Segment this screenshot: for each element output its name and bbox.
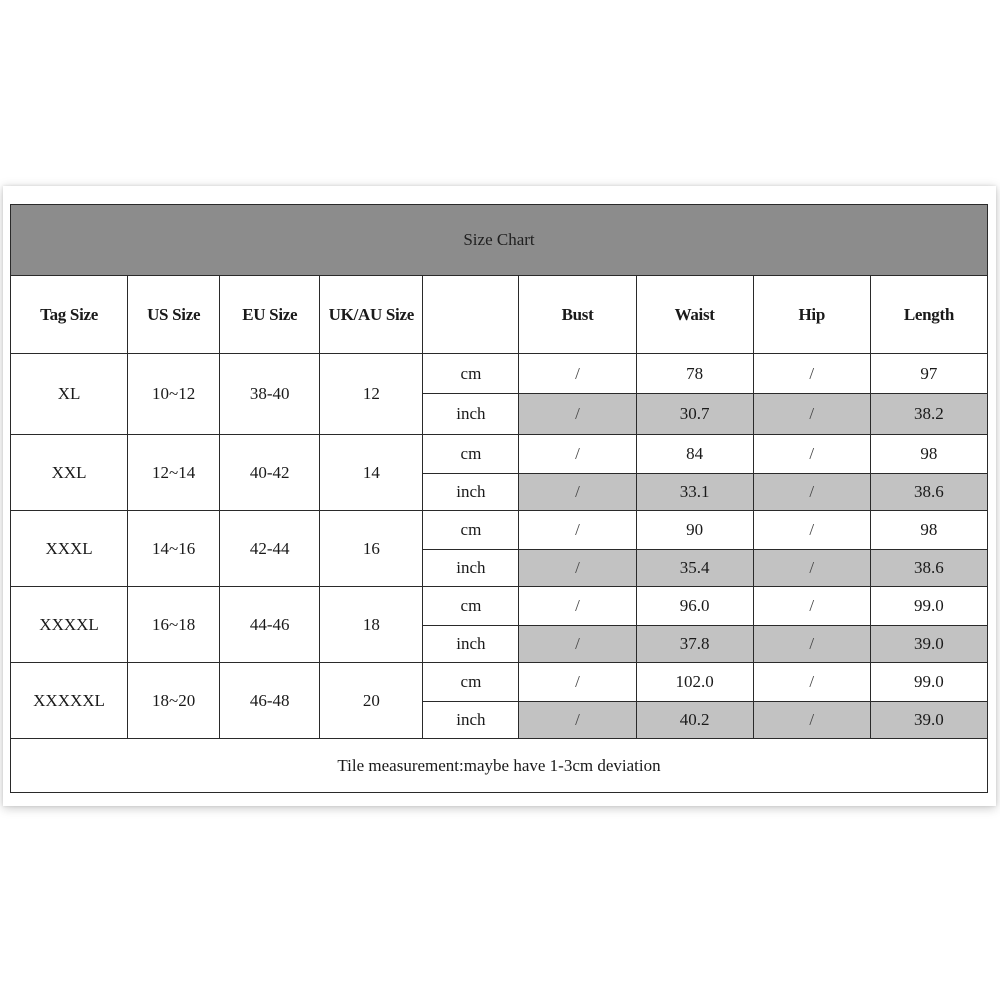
- bust-cell: /: [519, 474, 636, 511]
- eu-size-cell: 40-42: [220, 435, 320, 511]
- length-cell: 39.0: [870, 702, 987, 739]
- header-waist: Waist: [636, 276, 753, 354]
- hip-cell: /: [753, 702, 870, 739]
- waist-cell: 102.0: [636, 663, 753, 702]
- bust-cell: /: [519, 511, 636, 550]
- size-chart-card: [3, 186, 996, 806]
- bust-cell: /: [519, 626, 636, 663]
- hip-cell: /: [753, 511, 870, 550]
- header-unit: [423, 276, 519, 354]
- uk-size-cell: 12: [320, 354, 423, 435]
- header-bust: Bust: [519, 276, 636, 354]
- measurement-note: Tile measurement:maybe have 1-3cm deviation: [11, 739, 988, 793]
- header-length: Length: [870, 276, 987, 354]
- length-cell: 97: [870, 354, 987, 394]
- uk-size-cell: 14: [320, 435, 423, 511]
- table-row: [11, 435, 988, 474]
- hip-cell: /: [753, 626, 870, 663]
- eu-size-cell: 44-46: [220, 587, 320, 663]
- eu-size-cell: 38-40: [220, 354, 320, 435]
- hip-cell: /: [753, 435, 870, 474]
- eu-size-cell: 46-48: [220, 663, 320, 739]
- waist-cell: 78: [636, 354, 753, 394]
- chart-title: Size Chart: [11, 205, 988, 276]
- us-size-cell: 10~12: [128, 354, 220, 435]
- us-size-cell: 14~16: [128, 511, 220, 587]
- waist-cell: 35.4: [636, 550, 753, 587]
- table-row: [11, 354, 988, 394]
- tag-size-cell: XXXXXL: [11, 663, 128, 739]
- header-eu-size: EU Size: [220, 276, 320, 354]
- unit-cell: inch: [423, 550, 519, 587]
- us-size-cell: 18~20: [128, 663, 220, 739]
- uk-size-cell: 16: [320, 511, 423, 587]
- size-chart-table: [10, 204, 988, 793]
- eu-size-cell: 42-44: [220, 511, 320, 587]
- hip-cell: /: [753, 474, 870, 511]
- bust-cell: /: [519, 394, 636, 435]
- table-row: [11, 587, 988, 626]
- hip-cell: /: [753, 354, 870, 394]
- waist-cell: 33.1: [636, 474, 753, 511]
- tag-size-cell: XXXL: [11, 511, 128, 587]
- hip-cell: /: [753, 394, 870, 435]
- hip-cell: /: [753, 663, 870, 702]
- header-hip: Hip: [753, 276, 870, 354]
- unit-cell: cm: [423, 354, 519, 394]
- length-cell: 99.0: [870, 587, 987, 626]
- tag-size-cell: XXXXL: [11, 587, 128, 663]
- length-cell: 99.0: [870, 663, 987, 702]
- bust-cell: /: [519, 435, 636, 474]
- us-size-cell: 12~14: [128, 435, 220, 511]
- waist-cell: 37.8: [636, 626, 753, 663]
- hip-cell: /: [753, 550, 870, 587]
- table-row: [11, 663, 988, 702]
- length-cell: 38.2: [870, 394, 987, 435]
- header-uk-au-size: UK/AU Size: [320, 276, 423, 354]
- bust-cell: /: [519, 702, 636, 739]
- waist-cell: 40.2: [636, 702, 753, 739]
- us-size-cell: 16~18: [128, 587, 220, 663]
- unit-cell: inch: [423, 626, 519, 663]
- unit-cell: cm: [423, 663, 519, 702]
- bust-cell: /: [519, 663, 636, 702]
- unit-cell: inch: [423, 702, 519, 739]
- table-row: [11, 511, 988, 550]
- bust-cell: /: [519, 550, 636, 587]
- length-cell: 38.6: [870, 550, 987, 587]
- tag-size-cell: XL: [11, 354, 128, 435]
- waist-cell: 84: [636, 435, 753, 474]
- length-cell: 98: [870, 435, 987, 474]
- waist-cell: 90: [636, 511, 753, 550]
- length-cell: 98: [870, 511, 987, 550]
- tag-size-cell: XXL: [11, 435, 128, 511]
- bust-cell: /: [519, 354, 636, 394]
- unit-cell: cm: [423, 435, 519, 474]
- unit-cell: inch: [423, 394, 519, 435]
- uk-size-cell: 20: [320, 663, 423, 739]
- header-tag-size: Tag Size: [11, 276, 128, 354]
- bust-cell: /: [519, 587, 636, 626]
- hip-cell: /: [753, 587, 870, 626]
- length-cell: 39.0: [870, 626, 987, 663]
- unit-cell: cm: [423, 511, 519, 550]
- header-row: [11, 276, 988, 354]
- waist-cell: 96.0: [636, 587, 753, 626]
- length-cell: 38.6: [870, 474, 987, 511]
- waist-cell: 30.7: [636, 394, 753, 435]
- unit-cell: inch: [423, 474, 519, 511]
- uk-size-cell: 18: [320, 587, 423, 663]
- header-us-size: US Size: [128, 276, 220, 354]
- unit-cell: cm: [423, 587, 519, 626]
